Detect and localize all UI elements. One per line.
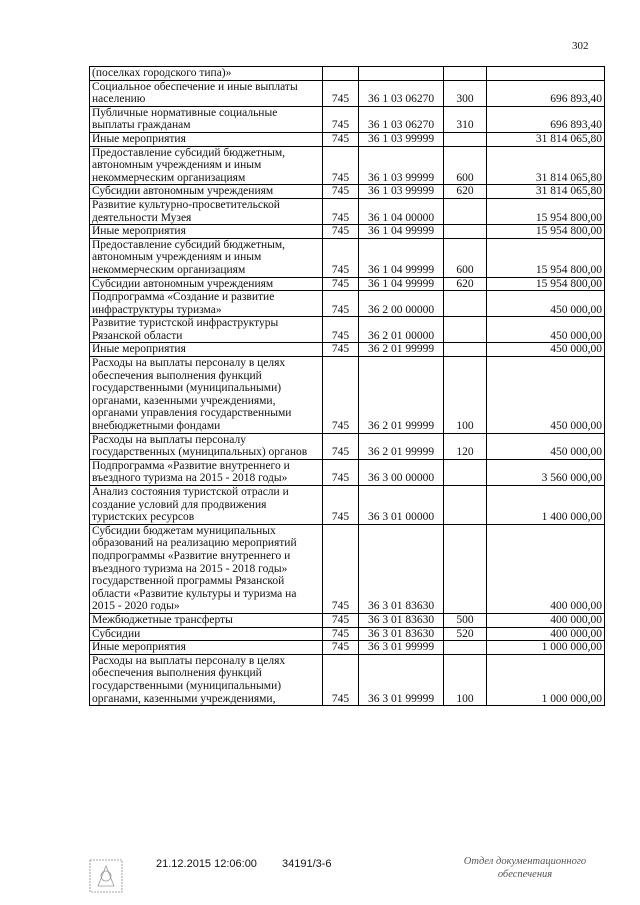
row-name-cell: Межбюджетные трансферты [90, 613, 323, 627]
row-csr-cell: 36 3 01 83630 [359, 627, 444, 641]
table-row [90, 459, 605, 485]
row-name-cell: Социальное обеспечение и иные выплаты населению [90, 80, 323, 106]
row-code-cell: 745 [323, 627, 359, 641]
row-name-cell: Иные мероприятия [90, 343, 323, 357]
table-row [90, 654, 605, 705]
row-sum-cell: 696 893,40 [487, 106, 605, 132]
row-sum-cell: 3 560 000,00 [487, 459, 605, 485]
row-sum-cell: 31 814 065,80 [487, 146, 605, 185]
row-vr-cell: 600 [444, 146, 487, 185]
row-code-cell: 745 [323, 277, 359, 291]
table-row [90, 613, 605, 627]
footer-date: 21.12.2015 12:06:00 [156, 858, 257, 870]
row-csr-cell: 36 1 03 06270 [359, 106, 444, 132]
row-vr-cell: 310 [444, 106, 487, 132]
row-sum-cell: 1 000 000,00 [487, 654, 605, 705]
row-code-cell: 745 [323, 641, 359, 655]
table-row [90, 146, 605, 185]
row-vr-cell: 100 [444, 357, 487, 434]
row-code-cell: 745 [323, 613, 359, 627]
row-sum-cell: 400 000,00 [487, 524, 605, 613]
table-row [90, 317, 605, 343]
row-code-cell: 745 [323, 291, 359, 317]
row-csr-cell: 36 1 04 99999 [359, 277, 444, 291]
row-code-cell: 745 [323, 357, 359, 434]
row-vr-cell: 120 [444, 433, 487, 459]
row-sum-cell: 696 893,40 [487, 80, 605, 106]
table-row [90, 627, 605, 641]
row-vr-cell [444, 641, 487, 655]
table-row [90, 132, 605, 146]
table-row [90, 238, 605, 277]
row-sum-cell: 15 954 800,00 [487, 225, 605, 239]
table-row [90, 641, 605, 655]
row-csr-cell: 36 1 03 06270 [359, 80, 444, 106]
table-row [90, 80, 605, 106]
row-name-cell: Иные мероприятия [90, 132, 323, 146]
row-csr-cell: 36 2 01 00000 [359, 317, 444, 343]
row-sum-cell: 1 000 000,00 [487, 641, 605, 655]
table-row [90, 225, 605, 239]
row-csr-cell: 36 3 01 99999 [359, 654, 444, 705]
table-row [90, 357, 605, 434]
row-csr-cell: 36 2 01 99999 [359, 343, 444, 357]
row-csr-cell: 36 1 03 99999 [359, 185, 444, 199]
row-sum-cell: 450 000,00 [487, 357, 605, 434]
row-csr-cell: 36 2 01 99999 [359, 433, 444, 459]
row-csr-cell: 36 1 03 99999 [359, 132, 444, 146]
budget-table [89, 66, 605, 706]
row-code-cell: 745 [323, 238, 359, 277]
table-row [90, 433, 605, 459]
row-code-cell [323, 67, 359, 81]
row-code-cell: 745 [323, 459, 359, 485]
row-sum-cell: 15 954 800,00 [487, 277, 605, 291]
row-vr-cell [444, 198, 487, 224]
row-code-cell: 745 [323, 80, 359, 106]
row-sum-cell: 1 400 000,00 [487, 486, 605, 525]
row-vr-cell [444, 486, 487, 525]
row-csr-cell: 36 3 01 99999 [359, 641, 444, 655]
table-row [90, 291, 605, 317]
row-code-cell: 745 [323, 524, 359, 613]
row-vr-cell [444, 225, 487, 239]
row-vr-cell: 620 [444, 185, 487, 199]
row-vr-cell: 500 [444, 613, 487, 627]
row-code-cell: 745 [323, 343, 359, 357]
row-name-cell: Расходы на выплаты персоналу в целях обеспечения выполнения функций государственными (муниципальными) органами, казенными учреждениями, органами управления государственными внебюджетными фондами [90, 357, 323, 434]
row-code-cell: 745 [323, 317, 359, 343]
row-name-cell: Субсидии [90, 627, 323, 641]
row-name-cell: Публичные нормативные социальные выплаты гражданам [90, 106, 323, 132]
row-vr-cell: 520 [444, 627, 487, 641]
row-name-cell: Расходы на выплаты персоналу в целях обеспечения выполнения функций государственными (муниципальными) органами, казенными учреждениями, [90, 654, 323, 705]
row-sum-cell: 400 000,00 [487, 613, 605, 627]
row-sum-cell: 450 000,00 [487, 343, 605, 357]
row-name-cell: Подпрограмма «Создание и развитие инфраструктуры туризма» [90, 291, 323, 317]
department-stamp: Отдел документационного обеспечения [463, 856, 587, 880]
table-row [90, 185, 605, 199]
table-row [90, 277, 605, 291]
row-sum-cell: 450 000,00 [487, 433, 605, 459]
row-csr-cell: 36 2 01 99999 [359, 357, 444, 434]
row-sum-cell: 450 000,00 [487, 291, 605, 317]
row-sum-cell: 400 000,00 [487, 627, 605, 641]
row-name-cell: Развитие туристской инфраструктуры Рязанской области [90, 317, 323, 343]
row-vr-cell: 620 [444, 277, 487, 291]
row-vr-cell [444, 317, 487, 343]
row-vr-cell: 300 [444, 80, 487, 106]
row-code-cell: 745 [323, 198, 359, 224]
row-csr-cell: 36 3 01 83630 [359, 524, 444, 613]
row-code-cell: 745 [323, 225, 359, 239]
row-sum-cell: 15 954 800,00 [487, 198, 605, 224]
row-csr-cell: 36 1 04 00000 [359, 198, 444, 224]
row-csr-cell: 36 2 00 00000 [359, 291, 444, 317]
table-row [90, 343, 605, 357]
row-name-cell: Субсидии автономным учреждениям [90, 185, 323, 199]
row-name-cell: Субсидии бюджетам муниципальных образований на реализацию мероприятий подпрограммы «Развитие внутреннего и въездного туризма на 2015 - 2018 годы» государственной программы Рязанской области «Развитие культуры и туризма на 2015 - 2020 годы» [90, 524, 323, 613]
row-sum-cell: 15 954 800,00 [487, 238, 605, 277]
row-sum-cell: 31 814 065,80 [487, 185, 605, 199]
row-code-cell: 745 [323, 106, 359, 132]
row-name-cell: Предоставление субсидий бюджетным, автономным учреждениям и иным некоммерческим организациям [90, 146, 323, 185]
row-csr-cell: 36 3 01 83630 [359, 613, 444, 627]
row-csr-cell: 36 3 00 00000 [359, 459, 444, 485]
row-csr-cell [359, 67, 444, 81]
row-name-cell: Субсидии автономным учреждениям [90, 277, 323, 291]
row-name-cell: Анализ состояния туристской отрасли и создание условий для продвижения туристских ресурсов [90, 486, 323, 525]
row-name-cell: Предоставление субсидий бюджетным, автономным учреждениям и иным некоммерческим организациям [90, 238, 323, 277]
row-csr-cell: 36 1 03 99999 [359, 146, 444, 185]
row-code-cell: 745 [323, 433, 359, 459]
table-row [90, 198, 605, 224]
coat-of-arms-icon [86, 856, 126, 896]
row-name-cell: Развитие культурно-просветительской деятельности Музея [90, 198, 323, 224]
row-sum-cell: 450 000,00 [487, 317, 605, 343]
row-csr-cell: 36 3 01 00000 [359, 486, 444, 525]
row-vr-cell [444, 67, 487, 81]
row-sum-cell [487, 67, 605, 81]
row-code-cell: 745 [323, 146, 359, 185]
row-vr-cell [444, 524, 487, 613]
row-vr-cell [444, 343, 487, 357]
row-name-cell: Иные мероприятия [90, 641, 323, 655]
page-number: 302 [572, 40, 589, 52]
row-vr-cell [444, 132, 487, 146]
row-name-cell: Иные мероприятия [90, 225, 323, 239]
row-code-cell: 745 [323, 185, 359, 199]
table-row [90, 524, 605, 613]
row-name-cell: (поселках городского типа)» [90, 67, 323, 81]
row-vr-cell [444, 459, 487, 485]
table-row [90, 106, 605, 132]
table-row [90, 486, 605, 525]
footer-doc-number: 34191/3-6 [282, 858, 332, 870]
table-row [90, 67, 605, 81]
row-csr-cell: 36 1 04 99999 [359, 238, 444, 277]
row-name-cell: Расходы на выплаты персоналу государственных (муниципальных) органов [90, 433, 323, 459]
row-vr-cell: 600 [444, 238, 487, 277]
budget-table-body [90, 67, 605, 706]
row-csr-cell: 36 1 04 99999 [359, 225, 444, 239]
row-name-cell: Подпрограмма «Развитие внутреннего и въездного туризма на 2015 - 2018 годы» [90, 459, 323, 485]
row-sum-cell: 31 814 065,80 [487, 132, 605, 146]
row-code-cell: 745 [323, 486, 359, 525]
row-code-cell: 745 [323, 654, 359, 705]
row-vr-cell: 100 [444, 654, 487, 705]
row-code-cell: 745 [323, 132, 359, 146]
row-vr-cell [444, 291, 487, 317]
